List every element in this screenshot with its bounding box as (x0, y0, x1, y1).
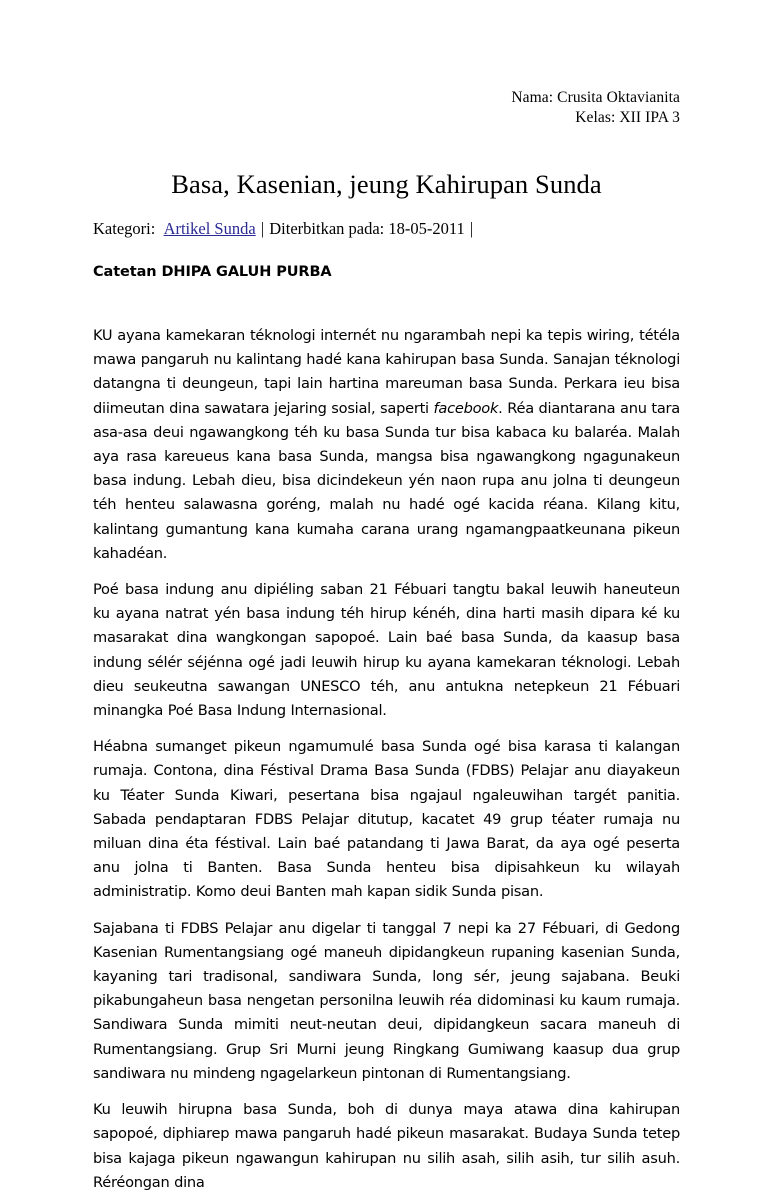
meta-separator-2: | (469, 219, 474, 238)
document-content-column (93, 0, 680, 1195)
body-text: Héabna sumanget pikeun ngamumulé basa Sunda ogé bisa karasa ti kalangan rumaja. Contona, dina Féstival Drama Basa Sunda (FDBS) Pelajar anu diayakeun ku Téater Sunda Kiwari, pesertana bisa ngajaul ngaleuwihan targét panitia. Sabada pendaptaran FDBS Pelajar ditutup, kacatet 49 grup téater rumaja nu miluan dina éta féstival. Lain baé patandang ti Jawa Barat, da aya ogé peserta anu jolna ti Banten. Basa Sunda henteu bisa dipisahkeun ku wilayah administratip. Komo deui Banten mah kapan sidik Sunda pisan. (93, 738, 680, 901)
category-link[interactable]: Artikel Sunda (163, 219, 256, 238)
body-text: Sajabana ti FDBS Pelajar anu digelar ti tanggal 7 nepi ka 27 Fébuari, di Gedong Kasenian Rumentangsiang ogé maneuh dipidangkeun rupaning kasenian Sunda, kayaning tari tradisonal, sandiwara Sunda, long sér, jeung sajabana. Beuki pikabungaheun basa nengetan personilna leuwih réa didominasi ku kaum rumaja. Sandiwara Sunda mimiti neut-neutan deui, dipidangkeun sacara maneuh di Rumentangsiang. Grup Sri Murni jeung Ringkang Gumiwang kaasup dua grup sandiwara nu mindeng ngagelarkeun pintonan di Rumentangsiang. (93, 919, 680, 1082)
body-text: Ku leuwih hirupna basa Sunda, boh di dunya maya atawa dina kahirupan sapopoé, diphiarep mawa pangaruh hadé pikeun masarakat. Budaya Sunda tetep bisa kajaga pikeun ngawangun kahirupan nu silih asah, silih asih, tur silih asuh. Réréongan dina (93, 1101, 680, 1191)
published-date: 18-05-2011 (388, 219, 465, 238)
meta-separator-1: | (260, 219, 265, 238)
published-label: Diterbitkan pada: (269, 219, 385, 238)
article-meta-line (93, 218, 680, 240)
student-name-line: Nama: Crusita Oktavianita (511, 89, 680, 106)
body-paragraph (93, 578, 680, 723)
student-header (93, 88, 680, 128)
body-paragraph (93, 324, 680, 566)
category-label: Kategori: (93, 219, 156, 238)
body-paragraph (93, 917, 680, 1086)
body-paragraph (93, 735, 680, 904)
article-body (93, 324, 680, 1195)
body-text: Poé basa indung anu dipiéling saban 21 Fébuari tangtu bakal leuwih haneuteun ku ayana natrat yén basa indung téh hirup kénéh, dina harti masih dipara ké ku masarakat dina wangkongan sapopoé. Lain baé basa Sunda, da kaasup basa indung sélér séjénna ogé jadi leuwih hirup ku ayana kamekaran téknologi. Lebah dieu seukeutna sawangan UNESCO téh, anu antukna netepkeun 21 Fébuari minangka Poé Basa Indung Internasional. (93, 581, 680, 720)
body-text: KU ayana kamekaran téknologi internét nu ngarambah nepi ka tepis wiring, tétéla mawa pangaruh nu kalintang hadé kana kahirupan basa Sunda. Sanajan téknologi datangna ti deungeun, tapi lain hartina mareuman basa Sunda. Perkara ieu bisa diimeutan dina sawatara jejaring sosial, saperti (93, 327, 680, 417)
body-text: . Réa diantarana anu tara asa-asa deui ngawangkong téh ku basa Sunda tur bisa kabaca ku balaréa. Malah aya rasa kareueus kana basa Sunda, mangsa bisa ngawangkong ngagunakeun basa indung. Lebah dieu, bisa dicindekeun yén naon rupa anu jolna ti deungeun téh henteu salawasna goréng, malah nu hadé ogé kacida réana. Kilang kitu, kalintang gumantung kana kumaha carana urang ngamangpaatkeunana pikeun kahadéan. (93, 399, 680, 562)
body-paragraph (93, 1098, 680, 1195)
page-title: Basa, Kasenian, jeung Kahirupan Sunda (171, 169, 602, 199)
author-byline: Catetan DHIPA GALUH PURBA (93, 264, 332, 280)
student-class-line: Kelas: XII IPA 3 (575, 109, 680, 126)
emphasized-text: facebook (433, 399, 499, 417)
